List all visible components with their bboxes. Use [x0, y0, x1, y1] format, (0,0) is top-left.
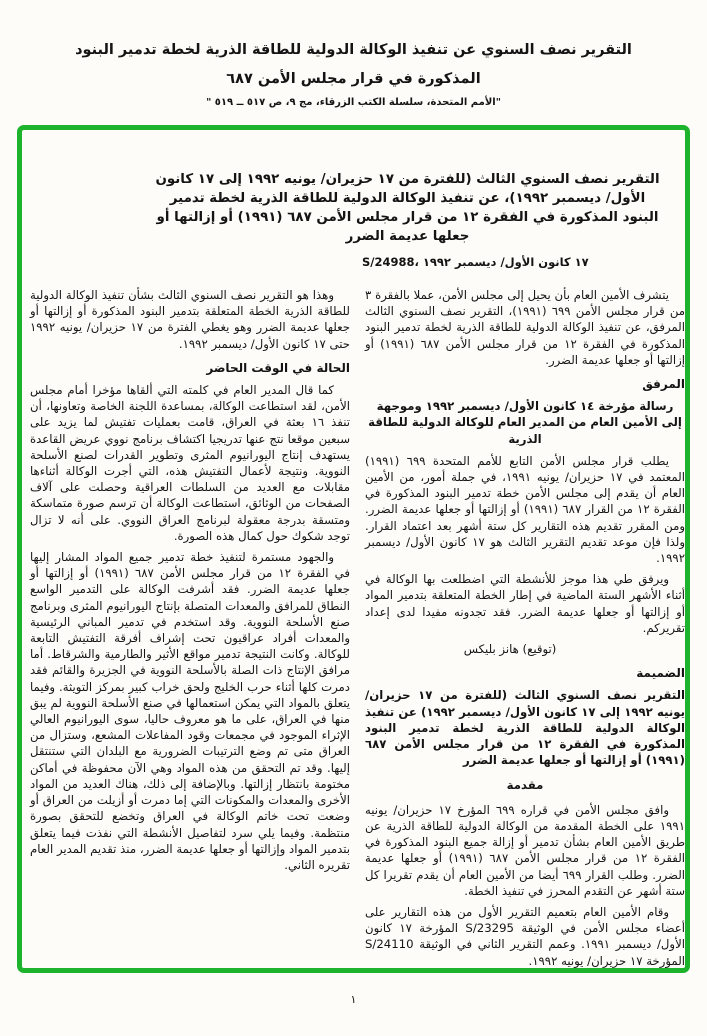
column-right — [365, 287, 685, 973]
transmittal-paragraph: يتشرف الأمين العام بأن يحيل إلى مجلس الأمن، عملا بالفقرة ٣ من قرار مجلس الأمن ٦٩٩ (١٩٩١)، التقرير نصف السنوي الثالث المرفق، عن تنفيذ الوكالة الدولية للطاقة الذرية لخطة تدمير البنود المذكورة في الفقرة ١٢ من قرار مجلس الأمن ٦٨٧ (١٩٩١) أو إزالتها أو جعلها عديمة الضرر. — [365, 288, 685, 367]
enclosure-title: التقرير نصف السنوي الثالث (للفترة من ١٧ حزيران/ يونيه ١٩٩٢ إلى ١٧ كانون الأول/ ديسمبر ١٩٩٢) عن تنفيذ الوكالة الدولية للطاقة الذرية لخطة تدمير البنود المذكورة في الفقرة ١٢ من قرار مجلس الأمن ٦٨٧ (١٩٩١) أو إزالتها أو جعلها عديمة الضرر — [365, 688, 686, 768]
two-column-body — [30, 287, 685, 973]
header-title-line2: المذكورة في قرار مجلس الأمن ٦٨٧ — [226, 71, 481, 87]
status-paragraph-2: والجهود مستمرة لتنفيذ خطة تدمير جميع المواد المشار إليها في الفقرة ١٢ من قرار مجلس الأمن ٦٨٧ (١٩٩١) أو إزالتها أو جعلها عديمة الضرر. فقد أشرفت الوكالة على التدمير الواسع النطاق للمرافق والمعدات المتصلة بإنتاج اليورانيوم المثرى وبرنامج صنع الأسلحة النووية. وقد استخدم في تدمير المباني الرئيسية والمعدات أفراد عراقيون تحت إشراف أفرقة التفتيش التابعة للوكالة. وكانت النتيجة تدمير مواقع الأثير والطارمية والشرقاط. أما مرافق الإنتاج ذات الصلة بالأسلحة النووية في الجزيرة والقائم فقد دمرت كلها أثناء حرب الخليج ولحق خراب كبير بمركز التويثة. وفيما يتعلق بالمواد التي يمكن استعمالها في صنع الأسلحة النووية لم يبق منها في العراق، على ما هو معروف حاليا، سوى اليورانيوم العالي الإثراء الموجود في مجمعات وقود المفاعلات المشعع، وستزال من العراق متى تم وضع الترتيبات الضرورية مع البلدان التي ستنتقل إليها. وقد تم التحقق من هذه المواد وهي الآن محفوظة في أماكن مختومة بانتظار إزالتها. وبالإضافة إلى ذلك، هناك العديد من المواد الأخرى والمعدات والمكونات التي إما دمرت أو أزيلت من العراق أو وضعت تحت خاتم الوكالة في العراق وتخضع للتحقق بصورة منتظمة. وفيما يلي سرد لتفاصيل الأنشطة التي نفذت فيما يتعلق بتدمير المواد وإزالتها أو جعلها عديمة الضرر، منذ تقديم المدير العام تقريره الثاني. — [30, 550, 350, 872]
report-frame — [17, 125, 690, 973]
page-number: ١ — [350, 993, 357, 1006]
header-source-note: "الأمم المتحدة، سلسلة الكتب الزرقاء، مج ٩، ص ٥١٧ ــ ٥١٩ " — [206, 97, 501, 108]
introduction-heading: مقدمة — [506, 778, 544, 793]
introduction-paragraph-1: وافق مجلس الأمن في قراره ٦٩٩ المؤرخ ١٧ حزيران/ يونيه ١٩٩١ على الخطة المقدمة من الوكالة الدولية للطاقة الذرية عن طريق الأمين العام بشأن تدمير أو إزالة جميع البنود المذكورة في الفقرة ١٢ من قرار مجلس الأمن ٦٨٧ (١٩٩١) أو جعلها عديمة الضرر. وطلب القرار ٦٩٩ أيضا من الأمين العام أن يقدم تقريرا كل ستة أشهر عن التقدم المحرز في تنفيذ الخطة. — [365, 802, 685, 898]
column-left — [30, 287, 350, 973]
enclosure-heading: الضميمة — [636, 666, 685, 681]
annex-letter-title: رسالة مؤرخة ١٤ كانون الأول/ ديسمبر ١٩٩٢ وموجهة إلى الأمين العام من المدير العام للوكالة الدولية للطاقة الذرية — [368, 399, 682, 446]
status-paragraph-1: كما قال المدير العام في كلمته التي ألقاها مؤخرا أمام مجلس الأمن، لقد استطاعت الوكالة، بمساعدة اللجنة الخاصة وتعاونها، أن تنفذ ١٦ بعثة في العراق، قامت بعمليات تفتيش لما يزيد على سبعين موقعا نتج عنها تدريجيا اكتشاف برنامج نووي عريض القاعدة يستهدف إنتاج اليورانيوم المثرى وتطوير القدرات لصنع الأسلحة النووية. ونتيجة لأعمال التفتيش هذه، التي أجرت الوكالة أثناءها مقابلات مع العديد من السلطات العراقية وحصلت على آلاف الصفحات من الوثائق، استطاعت الوكالة أن ترسم صورة متماسكة ومتسقة بدرجة معقولة لبرنامج العراق النووي. على أنه لا تزال توجد شكوك حول كمال هذه الصورة. — [30, 383, 350, 543]
header-title-line1: التقرير نصف السنوي عن تنفيذ الوكالة الدولية للطاقة الذرية لخطة تدمير البنود — [75, 42, 632, 58]
document-header — [0, 36, 707, 108]
signature-line: (توقيع) هانز بليكس — [463, 642, 557, 657]
current-status-heading: الحالة في الوقت الحاضر — [206, 360, 350, 375]
report-scope-paragraph: وهذا هو التقرير نصف السنوي الثالث بشأن تنفيذ الوكالة الدولية للطاقة الذرية الخطة المتعلقة بتدمير البنود المذكورة أو إزالتها أو جعلها عديمة الضرر وهو يغطي الفترة من ١٧ حزيران/ يونيه ١٩٩٢ حتى ١٧ كانون الأول/ ديسمبر ١٩٩٢. — [30, 288, 350, 351]
annex-heading: المرفق — [642, 377, 685, 392]
document-symbol: S/24988، ١٧ كانون الأول/ ديسمبر ١٩٩٢ — [362, 255, 589, 269]
annex-paragraph-1: يطلب قرار مجلس الأمن التابع للأمم المتحدة ٦٩٩ (١٩٩١) المعتمد في ١٧ حزيران/ يونيه ١٩٩١، في جملة أمور، من الأمين العام أن يقدم إلى مجلس الأمن خطة تدمير البنود المذكورة في الفقرة ١٢ من القرار ٦٨٧ (١٩٩١) أو إزالتها أو جعلها عديمة الضرر. ومن المقرر تقديم هذه التقارير كل ستة أشهر بعد اعتماد القرار. ولذا فإن موعد تقديم التقرير الثالث هو ١٧ كانون الأول/ ديسمبر ١٩٩٢. — [365, 453, 686, 566]
annex-paragraph-2: ويرفق طي هذا موجز للأنشطة التي اضطلعت بها الوكالة في أثناء الأشهر الستة الماضية في إطار الخطة المتعلقة بتدمير المواد أو إزالتها أو جعلها عديمة الضرر. فقد تجدونه مفيدا لدى إعداد تقريركم. — [365, 572, 685, 635]
introduction-paragraph-2: وقام الأمين العام بتعميم التقرير الأول من هذه التقارير على أعضاء مجلس الأمن في الوثيقة S/23295 المؤرخة ١٧ كانون الأول/ ديسمبر ١٩٩١. وعمم التقرير الثاني في الوثيقة S/24110 المؤرخة ١٧ حزيران/ يونيه ١٩٩٢. — [365, 904, 686, 968]
report-title: التقرير نصف السنوي الثالث (للفترة من ١٧ حزيران/ يونيه ١٩٩٢ إلى ١٧ كانون الأول/ ديسمبر ١٩٩٢)، عن تنفيذ الوكالة الدولية للطاقة الذرية لخطة تدمير البنود المذكورة في الفقرة ١٢ من قرار مجلس الأمن ٦٨٧ (١٩٩١) أو إزالتها أو جعلها عديمة الضرر — [155, 172, 660, 244]
